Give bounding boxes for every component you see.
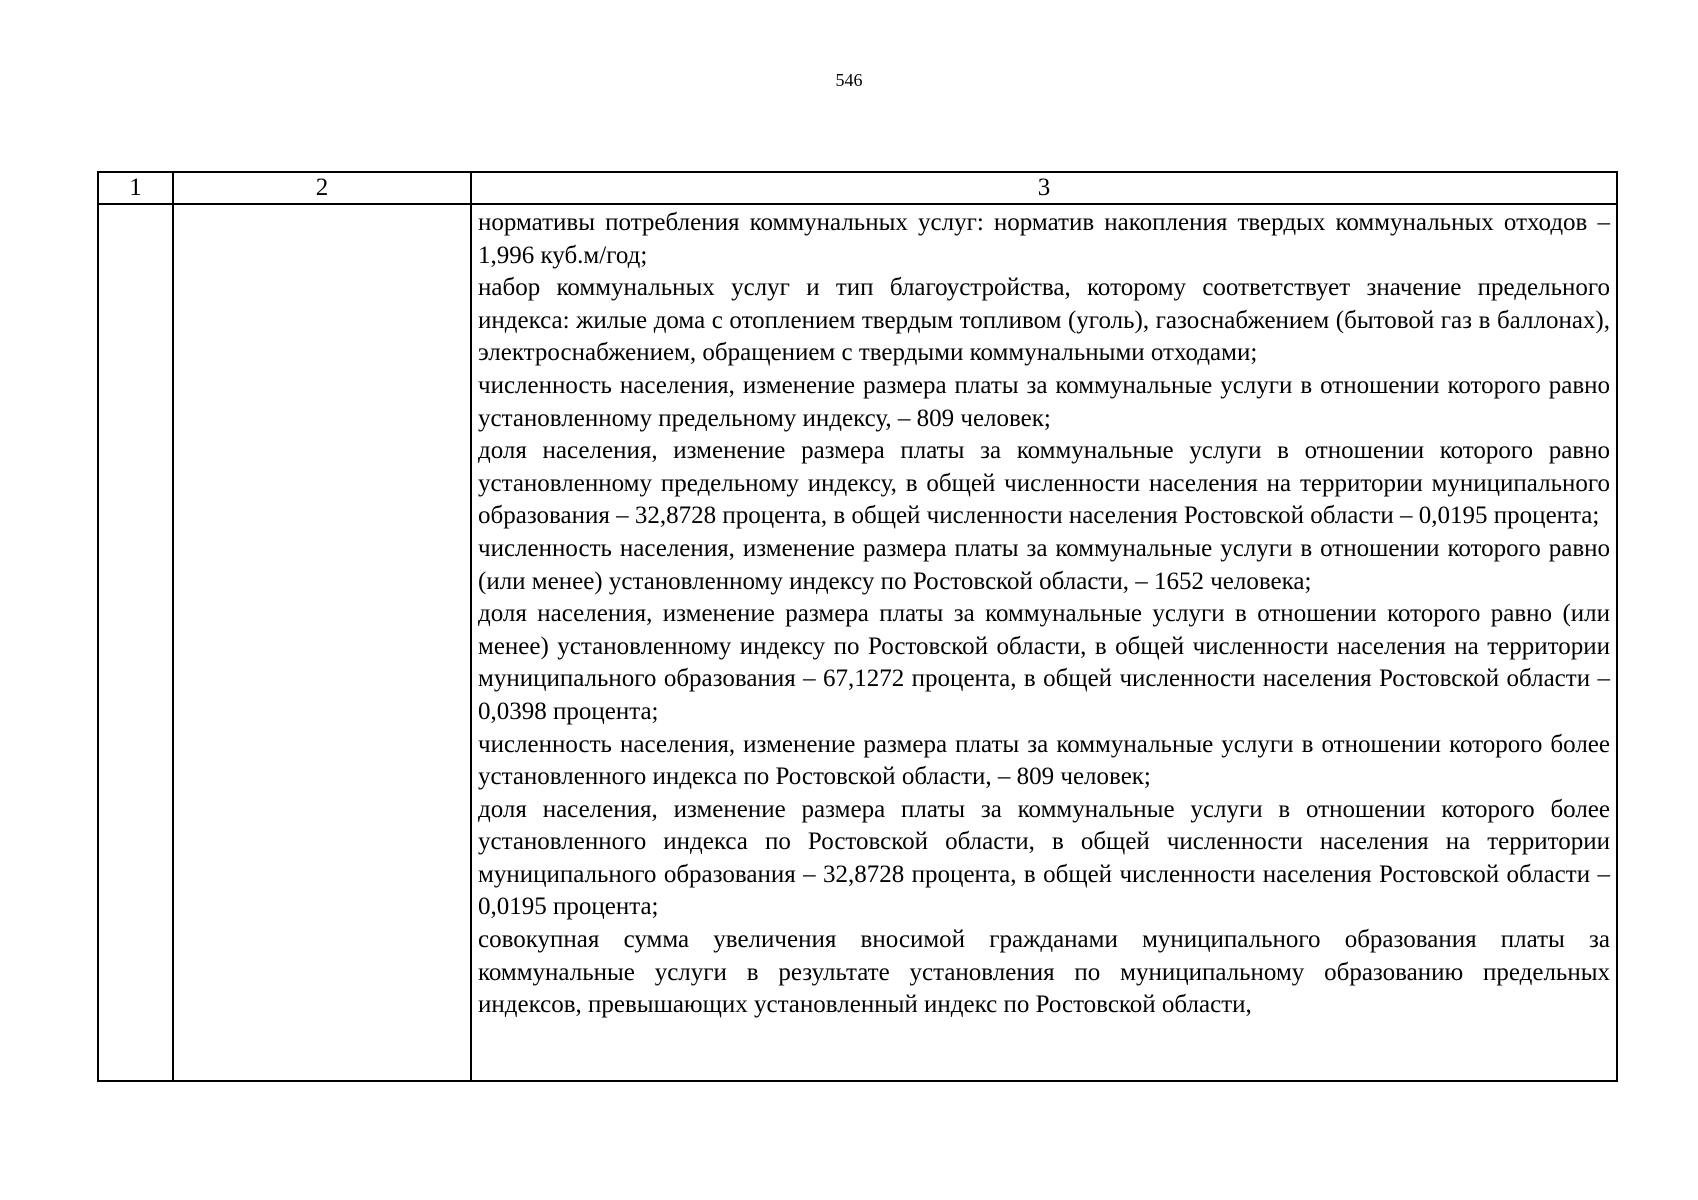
paragraph: доля населения, изменение размера платы за коммунальные услуги в отношении которого равно (или менее) установленному индексу по Ростовской области, в общей численности населения на территории муниципального образования – 67,1272 процента, в общей численности населения Ростовской области – 0,0398 процента; [478, 600, 1610, 725]
table-header-row [98, 172, 1617, 204]
column-header-3: 3 [471, 172, 1617, 204]
paragraph: доля населения, изменение размера платы за коммунальные услуги в отношении которого более установленного индекса по Ростовской области, в общей численности населения на территории муниципального образования – 32,8728 процента, в общей численности населения Ростовской области – 0,0195 процента; [478, 795, 1610, 921]
paragraph: нормативы потребления коммунальных услуг: норматив накопления твердых коммунальных отходов – 1,996 куб.м/год; [478, 209, 1610, 269]
paragraph: численность населения, изменение размера платы за коммунальные услуги в отношении которого более установленного индекса по Ростовской области, – 809 человек; [478, 730, 1610, 791]
column-header-2: 2 [173, 172, 471, 204]
document-table [97, 171, 1618, 1082]
row-cell-col-1 [98, 204, 173, 1081]
row-cell-col-3 [471, 204, 1617, 1081]
table-row [98, 204, 1617, 1081]
paragraph: совокупная сумма увеличения вносимой гражданами муниципального образования платы за коммунальные услуги в результате установления по муниципальному образованию предельных индексов, превышающих установленный индекс по Ростовской области, [478, 926, 1610, 1019]
paragraph: численность населения, изменение размера платы за коммунальные услуги в отношении которого равно установленному предельному индексу, – 809 человек; [478, 371, 1610, 432]
column-header-1: 1 [98, 172, 173, 204]
row-cell-col-2 [173, 204, 471, 1081]
paragraph: доля населения, изменение размера платы за коммунальные услуги в отношении которого равно установленному предельному индексу, в общей численности населения на территории муниципального образования – 32,8728 процента, в общей численности населения Ростовской области – 0,0195 процента; [478, 437, 1610, 530]
paragraph: численность населения, изменение размера платы за коммунальные услуги в отношении которого равно (или менее) установленному индексу по Ростовской области, – 1652 человека; [478, 534, 1610, 595]
page-number: 546 [835, 70, 863, 90]
paragraph: набор коммунальных услуг и тип благоустройства, которому соответствует значение предельного индекса: жилые дома с отоплением твердым топливом (уголь), газоснабжением (бытовой газ в баллонах), электроснабжением, обращением с твердыми коммунальными отходами; [478, 274, 1610, 367]
